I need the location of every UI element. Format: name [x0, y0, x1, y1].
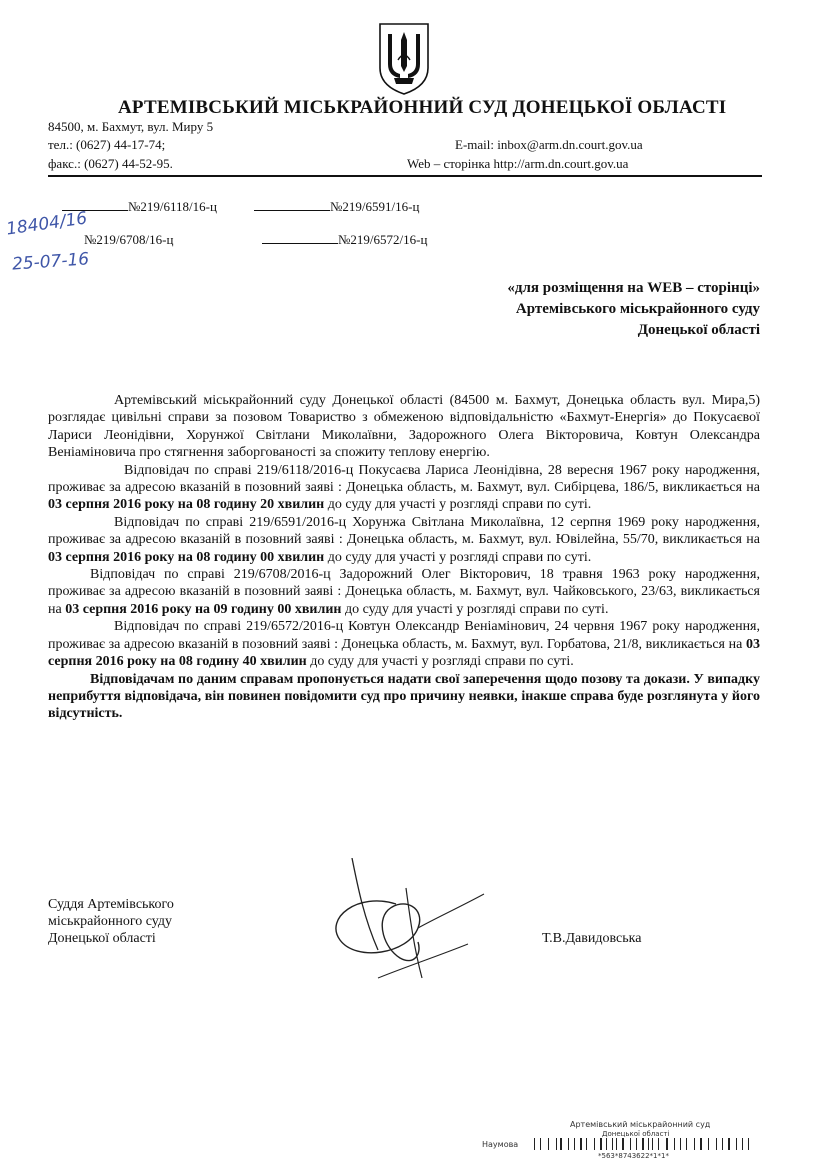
case-ref-4 — [262, 232, 427, 248]
barcode-icon — [534, 1138, 754, 1150]
d2-hearing-time: 03 серпня 2016 року на 08 годину 00 хвилин — [48, 549, 325, 565]
d4-text: Відповідач по справі 219/6572/2016-ц Ковтун Олександр Веніамінович, 24 червня 1967 року народження, проживає за адресою вказаній в позовний заяві : Донецька область, м. Бахмут, вул. Горбатова, 21/8, викликається на — [48, 619, 760, 652]
coat-of-arms-icon — [376, 20, 432, 96]
d4-hearing-time: 03 серпня 2016 року на 08 годину 40 хвилин — [48, 636, 760, 670]
handwritten-signature-icon — [318, 858, 488, 998]
case-ref-1-text: №219/6118/16-ц — [128, 199, 217, 214]
stamp-title: Артемівський міськрайонний суд — [570, 1120, 711, 1129]
handwritten-reg-number: 18404/16 — [5, 208, 89, 240]
addressee-line-3: Донецької області — [637, 322, 760, 338]
defendant-paragraph-3 — [48, 566, 760, 618]
judge-name: Т.В.Давидовська — [542, 931, 642, 946]
d3-text-end: до суду для участі у розгляді справи по суті. — [341, 601, 609, 617]
addressee-block — [507, 278, 760, 341]
case-ref-4-text: №219/6572/16-ц — [338, 232, 428, 247]
defendant-paragraph-4 — [48, 618, 760, 670]
notice-paragraph: Відповідачам по даним справам пропонується надати свої заперечення щодо позову та докази. У випадку неприбуття відповідача, він повинен повідомити суд про причину неявки, інакше справа буде розглянута у його відсутність. — [48, 671, 760, 722]
document-body — [48, 392, 760, 723]
blank-line — [254, 199, 330, 211]
stamp-barcode-code: *563*8743622*1*1* — [598, 1152, 669, 1160]
intro-paragraph: Артемівський міськрайонний суду Донецької області (84500 м. Бахмут, Донецька область вул. Мира,5) розглядає цивільні справи за позовом Товариство з обмеженою відповідальністю «Бахмут-Енергія» до Покусаєвої Лариси Леонідівни, Хорунжої Світлани Миколаївни, Задорожного Олега Вікторовича, Ковтун Олександра Веніаміновича про стягнення заборгованості за спожиту теплову енергію. — [48, 393, 760, 461]
d3-hearing-time: 03 серпня 2016 року на 09 годину 00 хвилин — [65, 601, 342, 617]
d1-hearing-time: 03 серпня 2016 року на 08 годину 20 хвилин — [48, 497, 325, 513]
judge-title-line-3: Донецької області — [48, 931, 156, 946]
d1-text: Відповідач по справі 219/6118/2016-ц Покусаєва Лариса Леонідівна, 28 вересня 1967 року народження, проживає за адресою вказаній в позовний заяві : Донецька область, м. Бахмут, вул. Сибірцева, 186/5, викликається на — [48, 462, 760, 496]
case-ref-3-text: №219/6708/16-ц — [84, 232, 174, 247]
d1-text-end: до суду для участі у розгляді справи по суті. — [324, 497, 592, 513]
addressee-line-2: Артемівського міськрайонного суду — [515, 301, 760, 317]
case-ref-2 — [254, 199, 419, 215]
blank-line — [262, 232, 338, 244]
stamp-subtitle: Донецької області — [602, 1130, 670, 1138]
court-name-heading: АРТЕМІВСЬКИЙ МІСЬКРАЙОННИЙ СУД ДОНЕЦЬКОЇ ОБЛАСТІ — [118, 97, 727, 118]
d3-text: Відповідач по справі 219/6708/2016-ц Задорожний Олег Вікторович, 18 травня 1963 року народження, проживає за адресою вказаній в позовний заяві : Донецька область, м. Бахмут, вул. Чайковського, 23/63, викликається на — [48, 567, 760, 617]
judge-title-block — [48, 896, 174, 947]
case-ref-2-text: №219/6591/16-ц — [330, 199, 420, 214]
d2-text-end: до суду для участі у розгляді справи по суті. — [324, 549, 592, 565]
court-fax: факс.: (0627) 44-52-95. — [48, 156, 173, 171]
defendant-paragraph-1 — [48, 462, 760, 514]
case-ref-3 — [84, 232, 173, 248]
court-email[interactable]: E-mail: inbox@arm.dn.court.gov.ua — [455, 137, 643, 152]
header-divider — [48, 175, 762, 177]
d4-text-end: до суду для участі у розгляді справи по суті. — [306, 654, 574, 670]
court-phone: тел.: (0627) 44-17-74; — [48, 137, 166, 152]
handwritten-reg-date: 25-07-16 — [11, 249, 90, 275]
court-website[interactable]: Web – сторінка http://arm.dn.court.gov.ua — [407, 156, 629, 171]
judge-title-line-1: Суддя Артемівського — [48, 897, 174, 912]
stamp-clerk-name: Наумова — [482, 1140, 519, 1149]
court-address: 84500, м. Бахмут, вул. Миру 5 — [48, 119, 214, 134]
addressee-line-1: «для розміщення на WEB – сторінці» — [507, 280, 760, 296]
defendant-paragraph-2 — [48, 514, 760, 566]
blank-line — [62, 199, 128, 211]
judge-title-line-2: міськрайонного суду — [48, 914, 173, 929]
d2-text: Відповідач по справі 219/6591/2016-ц Хорунжа Світлана Миколаївна, 12 серпня 1969 року народження, проживає за адресою вказаній в позовний заяві : Донецька область, м. Бахмут, вул. Ювілейна, 55/70, викликається на — [48, 514, 760, 548]
